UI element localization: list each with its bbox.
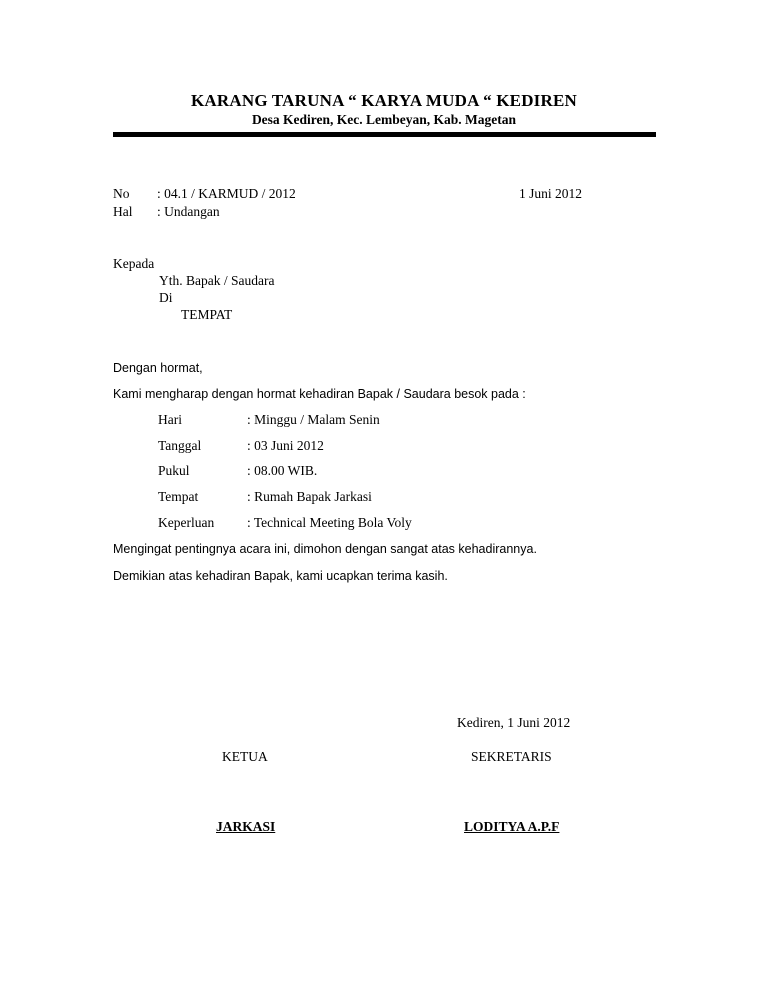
detail-value-tempat: : Rumah Bapak Jarkasi	[247, 489, 372, 504]
detail-value-hari: : Minggu / Malam Senin	[247, 412, 380, 427]
intro-text: Kami mengharap dengan hormat kehadiran Bapak / Saudara besok pada :	[113, 387, 526, 401]
letterhead-divider	[113, 132, 656, 137]
signature-right-title: SEKRETARIS	[471, 749, 552, 764]
letter-date: 1 Juni 2012	[519, 186, 583, 201]
detail-label-tempat: Tempat	[158, 489, 199, 504]
detail-label-keperluan: Keperluan	[158, 515, 215, 530]
letterhead-address: Desa Kediren, Kec. Lembeyan, Kab. Magetan	[251, 112, 517, 127]
hal-label: Hal	[113, 204, 133, 219]
reminder-text: Mengingat pentingnya acara ini, dimohon dengan sangat atas kehadirannya.	[113, 542, 537, 556]
signature-left-title: KETUA	[222, 749, 268, 764]
no-value: : 04.1 / KARMUD / 2012	[157, 186, 296, 201]
signature-right-name: LODITYA A.P.F	[464, 819, 560, 834]
recipient-tempat: TEMPAT	[181, 307, 233, 322]
detail-label-pukul: Pukul	[158, 463, 190, 478]
closing-text: Demikian atas kehadiran Bapak, kami ucapkan terima kasih.	[113, 569, 448, 583]
recipient-yth: Yth. Bapak / Saudara	[159, 273, 275, 288]
recipient-di: Di	[159, 290, 173, 305]
hal-value: : Undangan	[157, 204, 220, 219]
signature-place-date: Kediren, 1 Juni 2012	[457, 715, 571, 730]
detail-label-tanggal: Tanggal	[158, 438, 202, 453]
detail-value-keperluan: : Technical Meeting Bola Voly	[247, 515, 412, 530]
greeting: Dengan hormat,	[113, 361, 203, 375]
detail-label-hari: Hari	[158, 412, 182, 427]
detail-value-tanggal: : 03 Juni 2012	[247, 438, 324, 453]
no-label: No	[113, 186, 130, 201]
recipient-kepada: Kepada	[113, 256, 155, 271]
signature-left-name: JARKASI	[216, 819, 276, 834]
letterhead-organization: KARANG TARUNA “ KARYA MUDA “ KEDIREN	[191, 91, 577, 110]
detail-value-pukul: : 08.00 WIB.	[247, 463, 318, 478]
